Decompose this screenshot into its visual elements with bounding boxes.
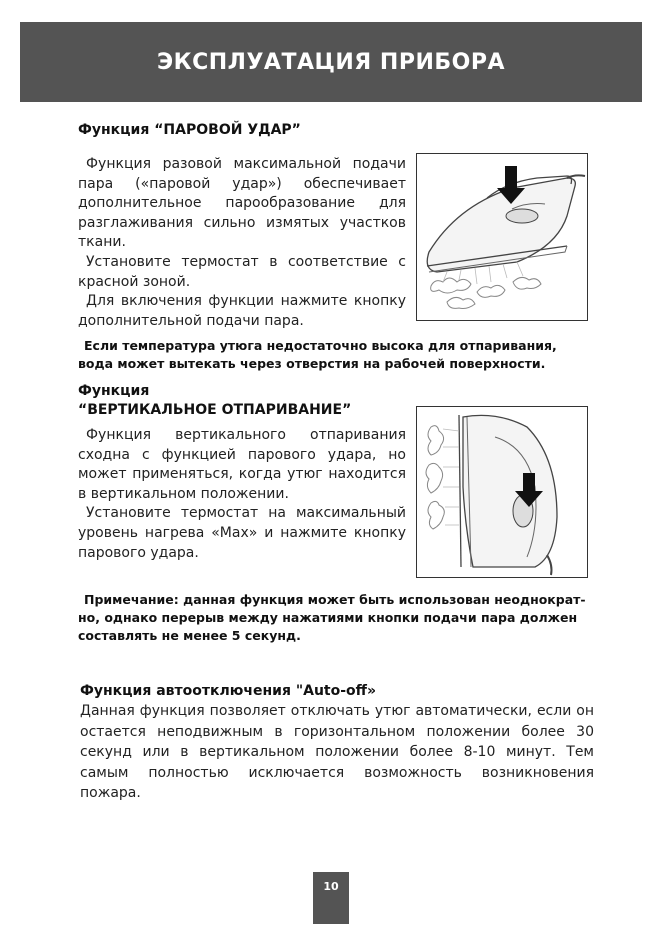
auto-off-paragraph: Данная функция позволяет отключать утюг автоматически, если он остается неподвижным в горизонтальном положении более 30 секунд или в вертикальном положении более 8-10 минут. Тем самым полностью исключается возможность возникновения пожара. xyxy=(80,703,594,801)
steam-burst-warning xyxy=(78,337,557,373)
vertical-steam-illustration xyxy=(416,406,588,578)
steam-burst-paragraph: Для включения функции нажмите кнопку дополнительной подачи пара. xyxy=(78,293,406,329)
vertical-steam-note xyxy=(78,591,586,645)
header-band xyxy=(20,22,642,102)
note-line: но, однако перерыв между нажатиями кнопки подачи пара должен xyxy=(78,610,578,625)
iron-horizontal-illustration xyxy=(417,154,587,320)
steam-burst-illustration xyxy=(416,153,588,321)
note-line: Примечание: данная функция может быть использован неоднократ- xyxy=(84,592,586,607)
auto-off-text xyxy=(80,701,594,804)
auto-off-heading: Функция автоотключения "Auto-off» xyxy=(80,683,377,699)
warning-line: Если температура утюга недостаточно высока для отпаривания, xyxy=(84,338,557,353)
vertical-steam-heading-line2: “ВЕРТИКАЛЬНОЕ ОТПАРИВАНИЕ” xyxy=(78,402,352,418)
steam-burst-heading: Функция “ПАРОВОЙ УДАР” xyxy=(78,122,301,138)
note-line: составлять не менее 5 секунд. xyxy=(78,628,301,643)
vertical-steam-paragraph: Установите термостат на максимальный уровень нагрева «Max» и нажмите кнопку парового удара. xyxy=(78,505,406,561)
page-title: ЭКСПЛУАТАЦИЯ ПРИБОРА xyxy=(157,49,505,75)
vertical-steam-heading-line1: Функция xyxy=(78,383,150,399)
steam-burst-text xyxy=(78,155,406,331)
iron-vertical-illustration xyxy=(417,407,587,577)
vertical-steam-paragraph: Функция вертикального отпаривания сходна с функцией парового удара, но может применяться, когда утюг находится в вертикальном положении. xyxy=(78,427,406,502)
steam-burst-paragraph: Функция разовой максимальной подачи пара («паровой удар») обеспечивает дополнительное парообразование для разглаживания сильно измятых участков ткани. xyxy=(78,156,406,251)
warning-line: вода может вытекать через отверстия на рабочей поверхности. xyxy=(78,356,546,371)
steam-burst-paragraph: Установите термостат в соответствие с красной зоной. xyxy=(78,253,406,290)
page-number: 10 xyxy=(313,872,349,924)
vertical-steam-text xyxy=(78,426,406,563)
